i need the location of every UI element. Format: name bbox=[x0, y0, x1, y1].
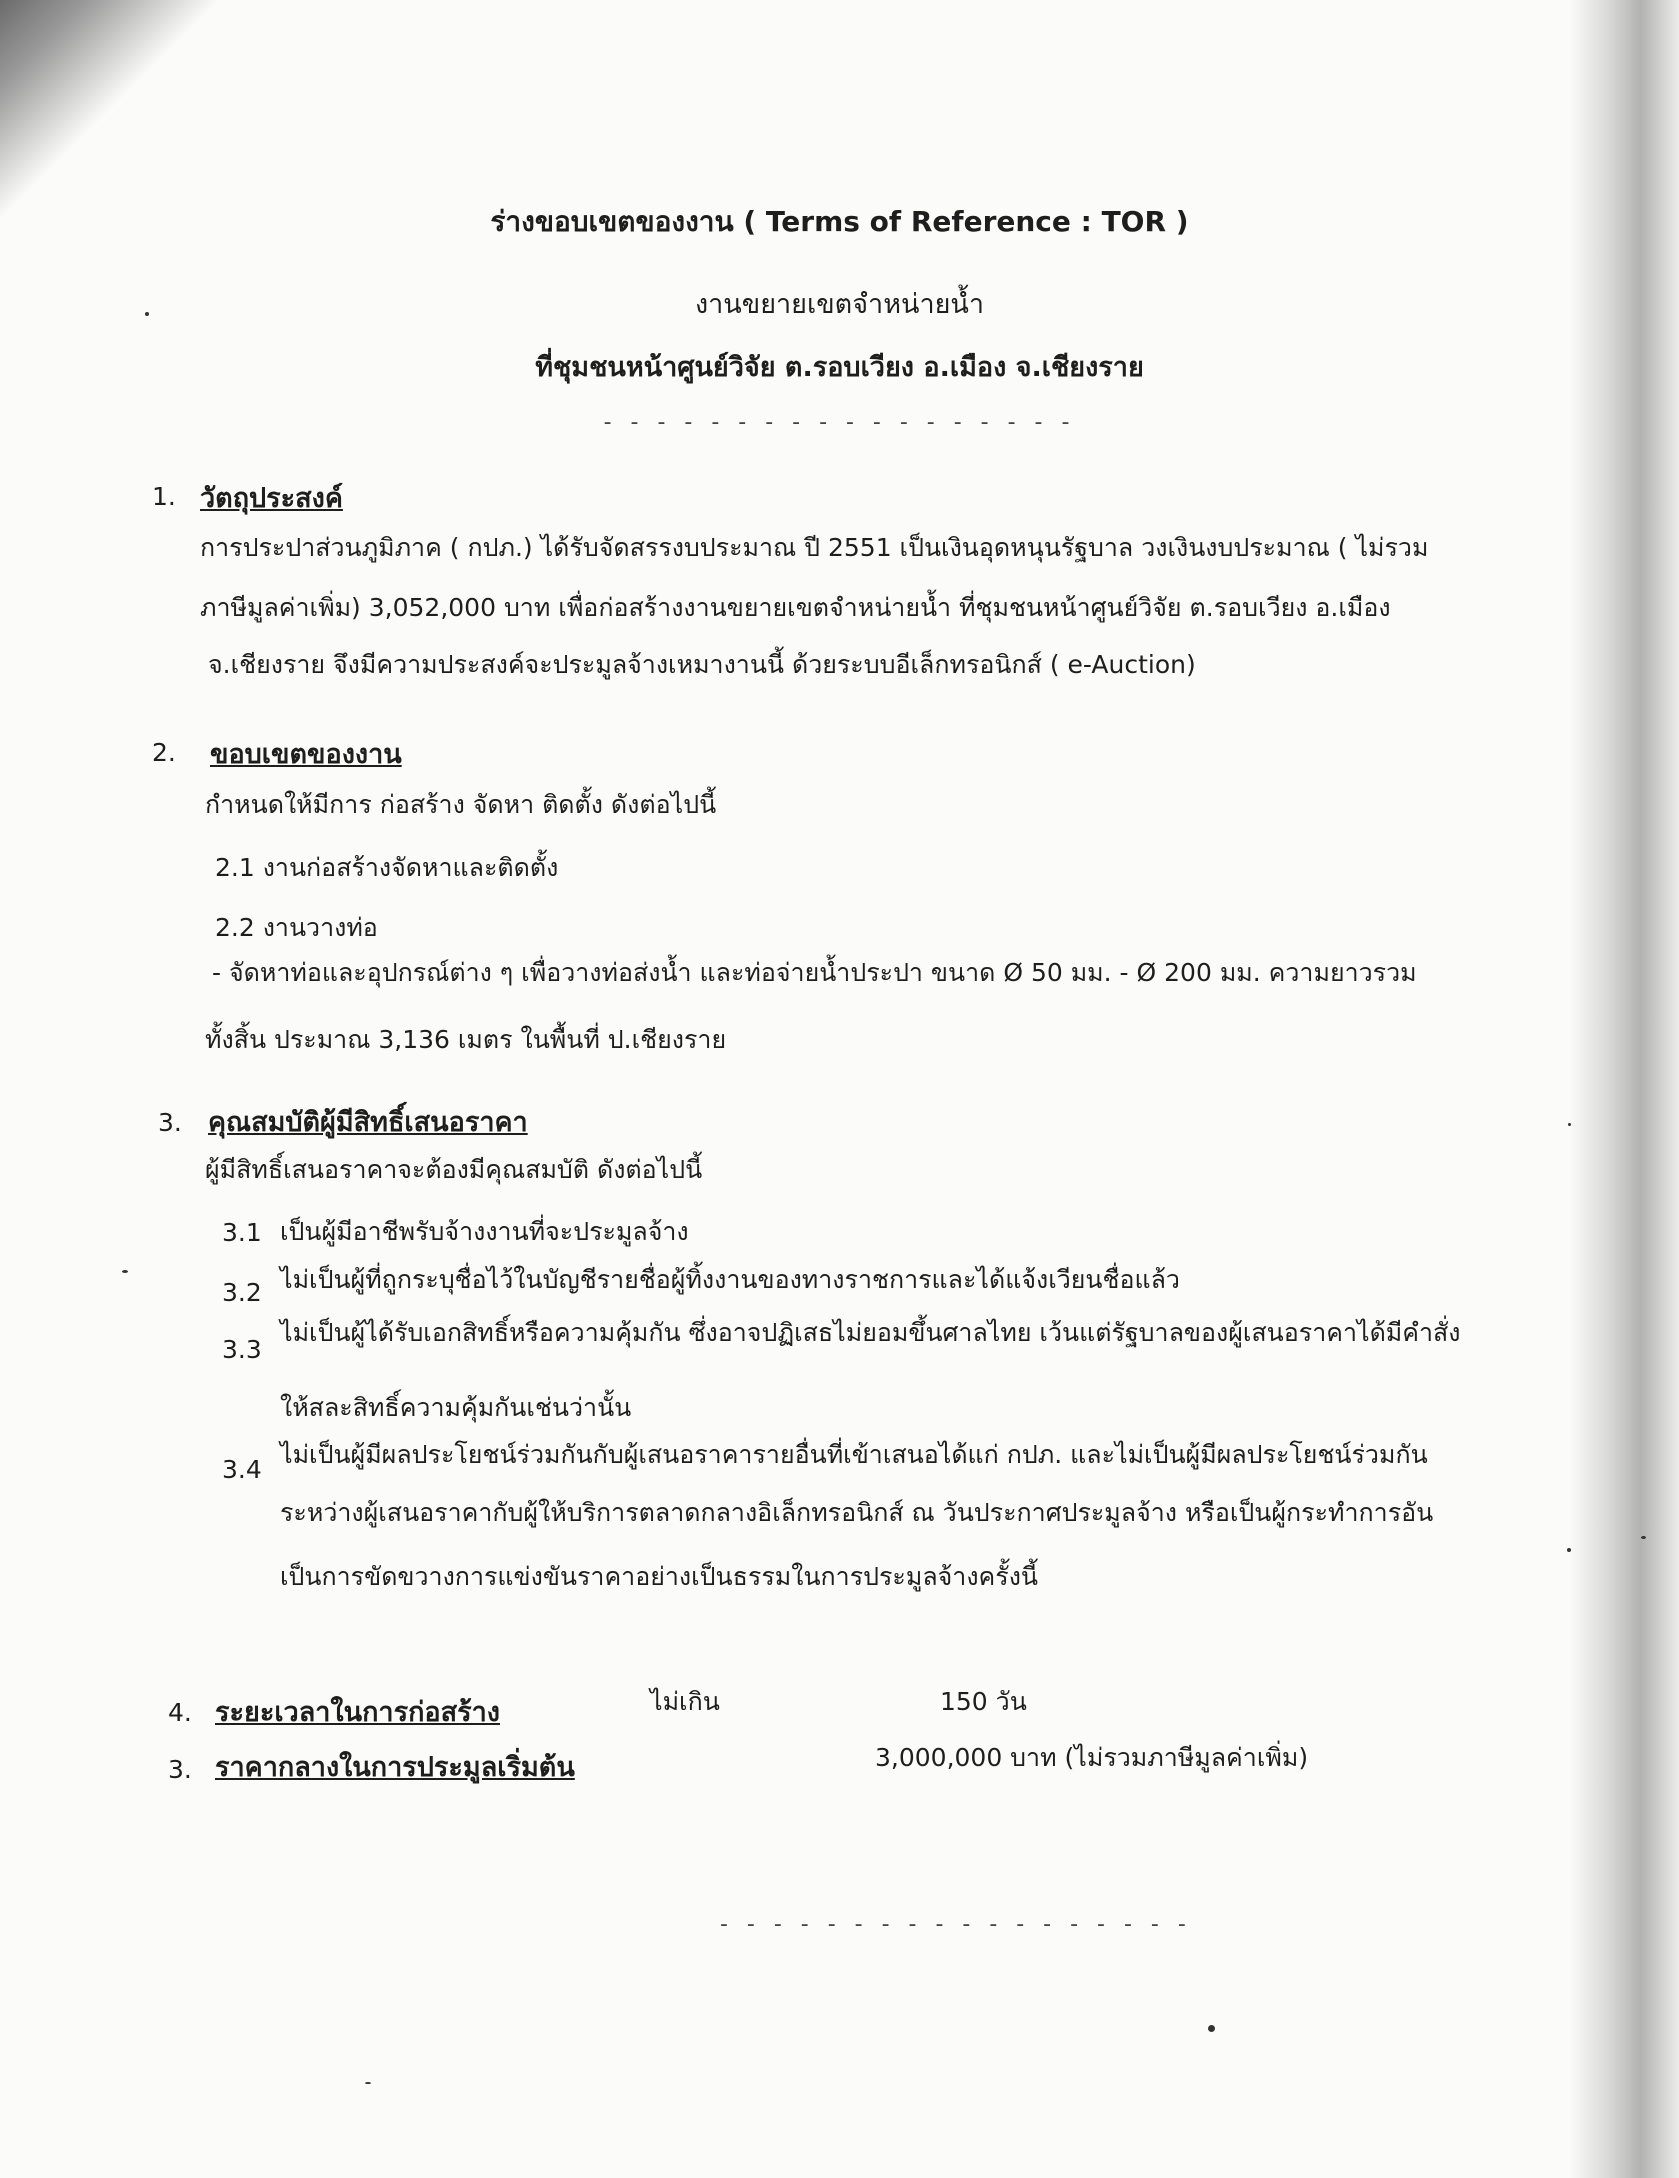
section-3-number: 3. bbox=[158, 1108, 182, 1137]
duration-value: 150 วัน bbox=[940, 1687, 1027, 1716]
project-location: ที่ชุมชนหน้าศูนย์วิจัย ต.รอบเวียง อ.เมือง จ.เชียงราย bbox=[535, 352, 1144, 383]
section-2-intro: กำหนดให้มีการ ก่อสร้าง จัดหา ติดตั้ง ดังต่อไปนี้ bbox=[205, 790, 717, 819]
scan-speck bbox=[1567, 1548, 1571, 1552]
section-5-number: 3. bbox=[168, 1755, 192, 1784]
section-1-line-1: การประปาส่วนภูมิภาค ( กปภ.) ได้รับจัดสรรงบประมาณ ปี 2551 เป็นเงินอุดหนุนรัฐบาล วงเงินงบประมาณ ( ไม่รวม bbox=[200, 533, 1429, 562]
item-3-3-number: 3.3 bbox=[222, 1335, 262, 1364]
item-3-2-text: ไม่เป็นผู้ที่ถูกระบุชื่อไว้ในบัญชีรายชื่อผู้ทิ้งงานของทางราชการและได้แจ้งเวียนชื่อแล้ว bbox=[280, 1265, 1180, 1294]
document-subtitle: งานขยายเขตจำหน่ายน้ำ bbox=[694, 289, 985, 320]
section-2-detail-2: ทั้งสิ้น ประมาณ 3,136 เมตร ในพื้นที่ ป.เชียงราย bbox=[205, 1025, 727, 1054]
section-5-heading: ราคากลางในการประมูลเริ่มต้น bbox=[215, 1752, 575, 1783]
scan-speck bbox=[1208, 2025, 1215, 2032]
section-3-intro: ผู้มีสิทธิ์เสนอราคาจะต้องมีคุณสมบัติ ดังต่อไปนี้ bbox=[205, 1155, 703, 1184]
section-1-line-3: จ.เชียงราย จึงมีความประสงค์จะประมูลจ้างเหมางานนี้ ด้วยระบบอีเล็กทรอนิกส์ ( e-Auction) bbox=[208, 650, 1196, 679]
scan-speck bbox=[145, 312, 149, 316]
reference-price-value: 3,000,000 บาท (ไม่รวมภาษีมูลค่าเพิ่ม) bbox=[875, 1743, 1309, 1772]
item-3-3-line-2: ให้สละสิทธิ์ความคุ้มกันเช่นว่านั้น bbox=[280, 1393, 632, 1422]
scan-speck bbox=[1641, 1536, 1646, 1539]
section-2-item-2: 2.2 งานวางท่อ bbox=[215, 913, 378, 942]
footer-separator: - - - - - - - - - - - - - - - - - - bbox=[720, 1912, 1192, 1937]
item-3-1-number: 3.1 bbox=[222, 1218, 262, 1247]
item-3-2-number: 3.2 bbox=[222, 1278, 262, 1307]
scan-edge-noise bbox=[1569, 0, 1679, 2178]
section-3-heading: คุณสมบัติผู้มีสิทธิ์เสนอราคา bbox=[208, 1107, 528, 1138]
item-3-1-text: เป็นผู้มีอาชีพรับจ้างงานที่จะประมูลจ้าง bbox=[280, 1217, 689, 1246]
item-3-4-line-1: ไม่เป็นผู้มีผลประโยชน์ร่วมกันกับผู้เสนอราคารายอื่นที่เข้าเสนอได้แก่ กปภ. และไม่เป็นผู้มีผลประโยชน์ร่วมกัน bbox=[280, 1440, 1428, 1469]
scan-speck bbox=[1568, 1123, 1571, 1126]
scan-speck bbox=[365, 2082, 371, 2084]
item-3-3-line-1: ไม่เป็นผู้ได้รับเอกสิทธิ์หรือความคุ้มกัน ซึ่งอาจปฏิเสธไม่ยอมขึ้นศาลไทย เว้นแต่รัฐบาลของผู้เสนอราคาได้มีคำสั่ง bbox=[280, 1318, 1461, 1347]
section-4-heading: ระยะเวลาในการก่อสร้าง bbox=[215, 1697, 500, 1728]
section-1-heading: วัตถุประสงค์ bbox=[200, 483, 343, 514]
section-2-number: 2. bbox=[152, 738, 176, 767]
section-2-detail-1: - จัดหาท่อและอุปกรณ์ต่าง ๆ เพื่อวางท่อส่งน้ำ และท่อจ่ายน้ำประปา ขนาด Ø 50 มม. - Ø 200 มม. ความยาวรวม bbox=[212, 958, 1417, 987]
section-1-line-2: ภาษีมูลค่าเพิ่ม) 3,052,000 บาท เพื่อก่อสร้างงานขยายเขตจำหน่ายน้ำ ที่ชุมชนหน้าศูนย์วิจัย ต.รอบเวียง อ.เมือง bbox=[200, 593, 1391, 622]
section-1-number: 1. bbox=[152, 482, 176, 511]
header-separator: - - - - - - - - - - - - - - - - - - bbox=[603, 410, 1076, 435]
section-4-number: 4. bbox=[168, 1698, 192, 1727]
document-title: ร่างขอบเขตของงาน ( Terms of Reference : TOR ) bbox=[490, 205, 1189, 238]
duration-qualifier: ไม่เกิน bbox=[650, 1687, 720, 1716]
section-2-item-1: 2.1 งานก่อสร้างจัดหาและติดตั้ง bbox=[215, 853, 559, 882]
section-2-heading: ขอบเขตของงาน bbox=[210, 739, 402, 770]
item-3-4-line-3: เป็นการขัดขวางการแข่งขันราคาอย่างเป็นธรรมในการประมูลจ้างครั้งนี้ bbox=[280, 1562, 1038, 1591]
scan-speck bbox=[122, 1270, 128, 1273]
item-3-4-number: 3.4 bbox=[222, 1455, 262, 1484]
item-3-4-line-2: ระหว่างผู้เสนอราคากับผู้ให้บริการตลาดกลางอิเล็กทรอนิกส์ ณ วันประกาศประมูลจ้าง หรือเป็นผู้กระทำการอัน bbox=[280, 1498, 1434, 1527]
